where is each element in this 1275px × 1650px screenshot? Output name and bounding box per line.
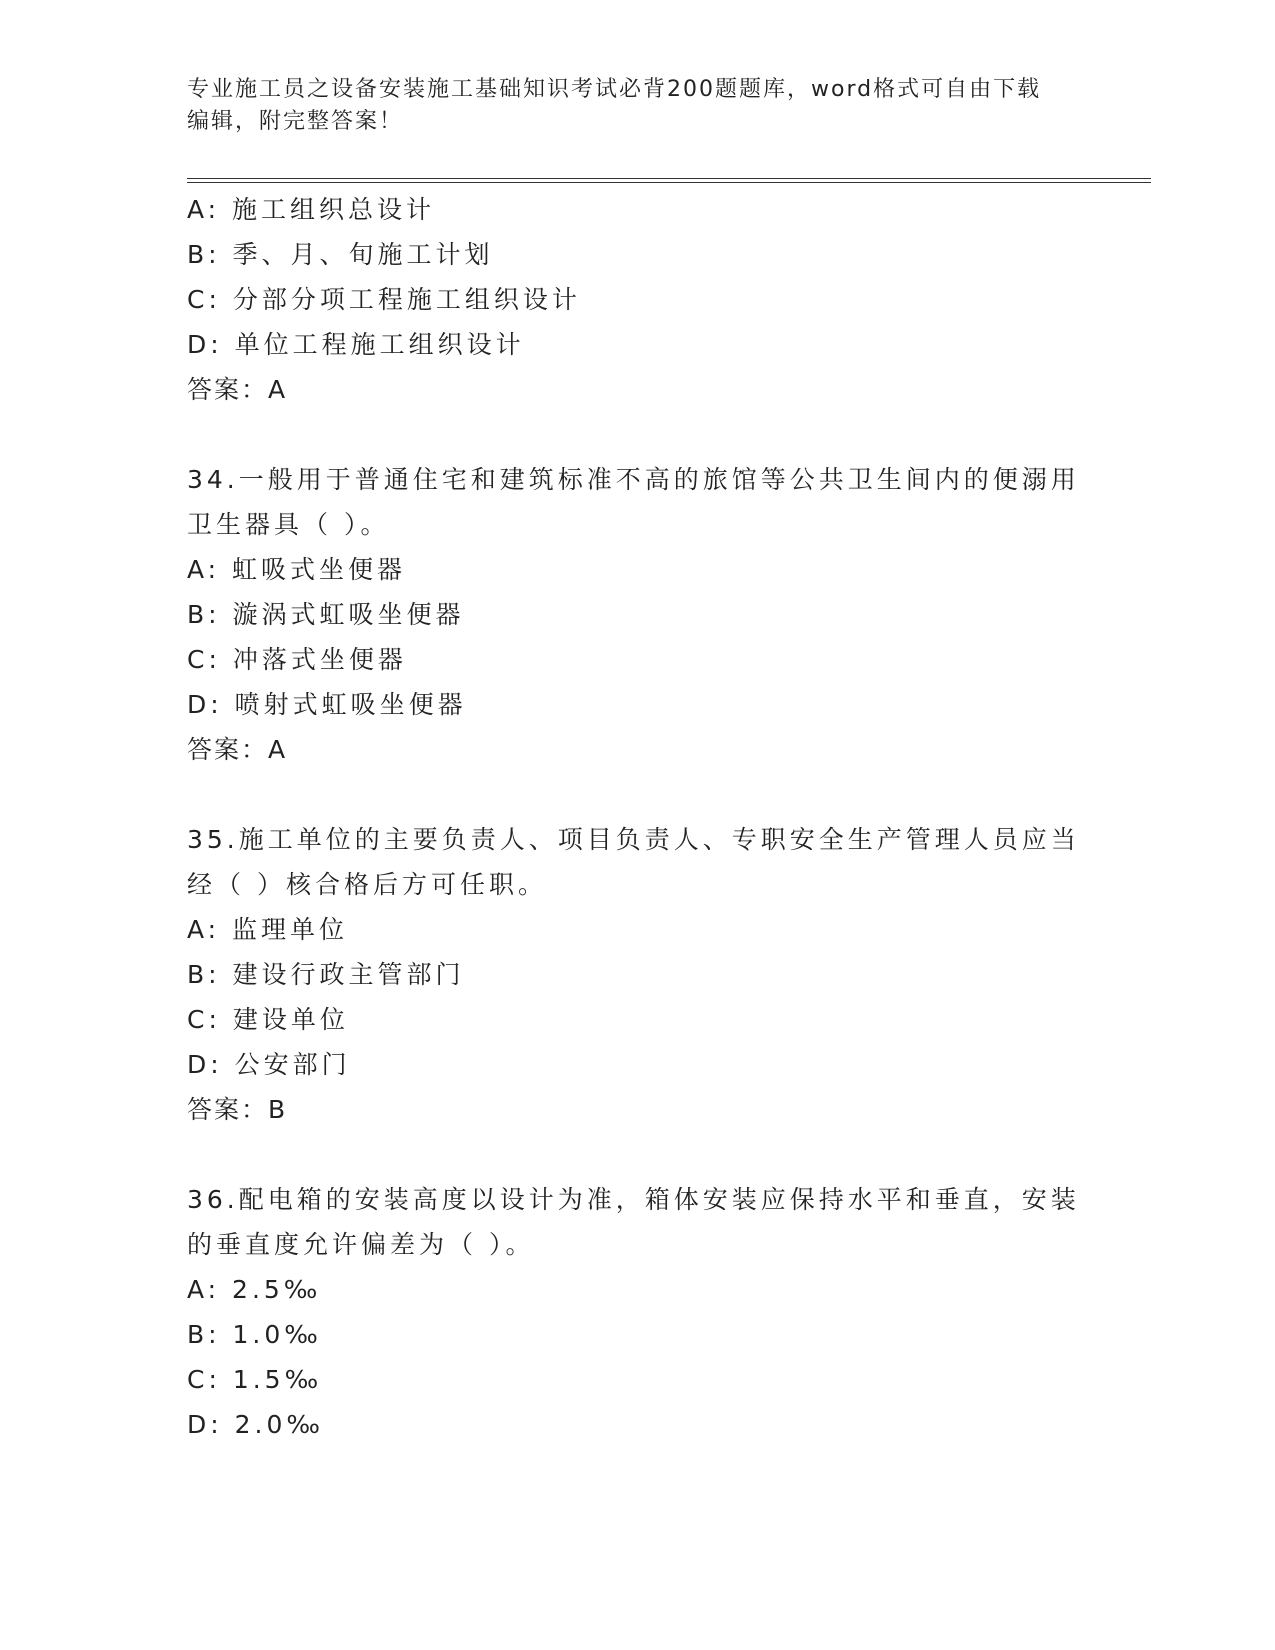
header-line-1: 专业施工员之设备安装施工基础知识考试必背200题题库，word格式可自由下载 xyxy=(187,77,1042,102)
q33-answer: 答案：A xyxy=(187,375,288,404)
header-divider-bottom xyxy=(187,182,1151,183)
q36-option-c: C: 1.5‰ xyxy=(187,1365,323,1394)
q34-stem-line-1: 34.一般用于普通住宅和建筑标准不高的旅馆等公共卫生间内的便溺用 xyxy=(187,465,1080,494)
q34-option-d: D: 喷射式虹吸坐便器 xyxy=(187,690,467,719)
q34-stem-line-2: 卫生器具（ ）。 xyxy=(187,510,390,539)
q35-stem-line-2: 经（ ）核合格后方可任职。 xyxy=(187,870,547,899)
q33-option-b: B: 季、月、旬施工计划 xyxy=(187,240,494,269)
q36-option-b: B: 1.0‰ xyxy=(187,1320,322,1349)
q35-option-b: B: 建设行政主管部门 xyxy=(187,960,465,989)
q33-option-a: A: 施工组织总设计 xyxy=(187,195,436,224)
q35-option-c: C: 建设单位 xyxy=(187,1005,349,1034)
q34-option-a: A: 虹吸式坐便器 xyxy=(187,555,407,584)
header-line-2: 编辑，附完整答案！ xyxy=(187,109,404,134)
q36-stem-line-1: 36.配电箱的安装高度以设计为准，箱体安装应保持水平和垂直，安装 xyxy=(187,1185,1080,1214)
q36-option-a: A: 2.5‰ xyxy=(187,1275,322,1304)
q35-stem-line-1: 35.施工单位的主要负责人、项目负责人、专职安全生产管理人员应当 xyxy=(187,825,1080,854)
q35-answer: 答案：B xyxy=(187,1095,288,1124)
q35-option-a: A: 监理单位 xyxy=(187,915,349,944)
q34-option-c: C: 冲落式坐便器 xyxy=(187,645,407,674)
header-divider-top xyxy=(187,178,1151,179)
document-header xyxy=(187,74,1067,138)
q33-option-d: D: 单位工程施工组织设计 xyxy=(187,330,525,359)
q34-option-b: B: 漩涡式虹吸坐便器 xyxy=(187,600,465,629)
q36-option-d: D: 2.0‰ xyxy=(187,1410,324,1439)
q33-option-c: C: 分部分项工程施工组织设计 xyxy=(187,285,581,314)
q34-answer: 答案：A xyxy=(187,735,288,764)
q35-option-d: D: 公安部门 xyxy=(187,1050,351,1079)
q36-stem-line-2: 的垂直度允许偏差为（ ）。 xyxy=(187,1230,535,1259)
